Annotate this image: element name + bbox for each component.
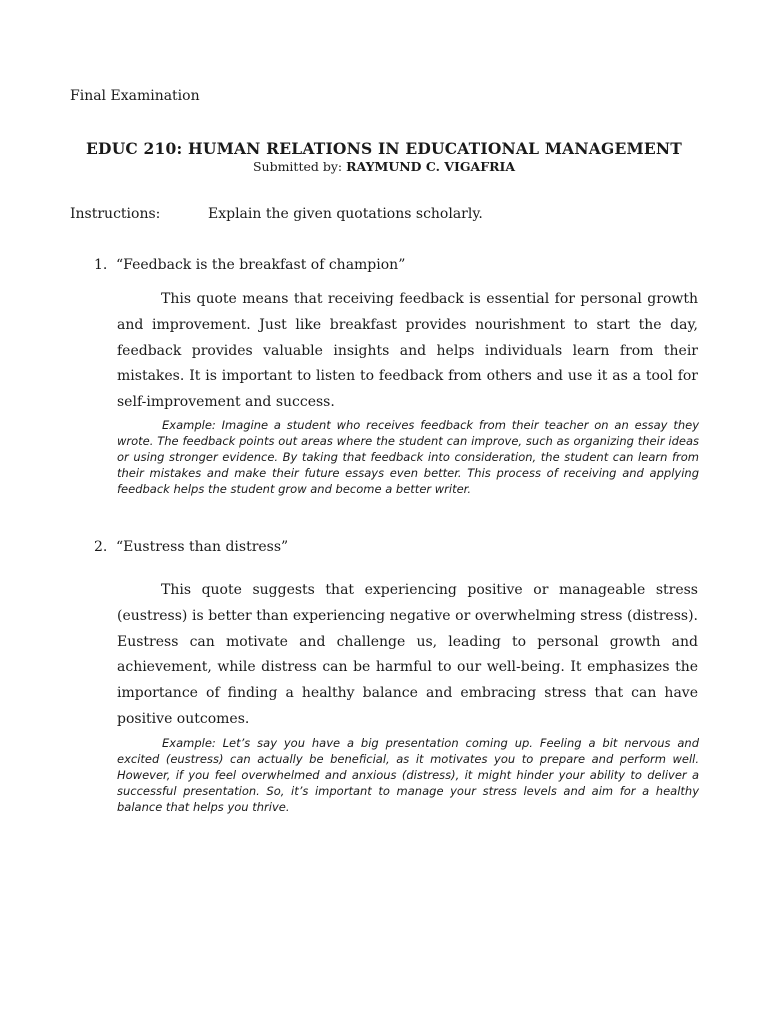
instructions-label: Instructions: bbox=[70, 206, 161, 222]
item-2-explanation: This quote suggests that experiencing positive or manageable stress (eustress) is better than experiencing negative or overwhelming stress (distress). Eustress can motivate and challenge us, leading to personal growth and achievement, while distress can be harmful to our well-being. It emphasizes the importance of finding a healthy balance and embracing stress that can have positive outcomes. bbox=[117, 582, 698, 727]
instructions-text: Explain the given quotations scholarly. bbox=[208, 206, 483, 222]
item-2-example: Example: Let’s say you have a big presentation coming up. Feeling a bit nervous and excited (eustress) can actually be beneficial, as it motivates you to prepare and perform well. However, if you feel overwhelmed and anxious (distress), it might hinder your ability to deliver a successful presentation. So, it’s important to manage your stress levels and aim for a healthy balance that helps you thrive. bbox=[117, 736, 699, 814]
submitted-by-label: Submitted by: bbox=[252, 159, 343, 174]
instructions-line bbox=[70, 206, 483, 223]
course-title: EDUC 210: HUMAN RELATIONS IN EDUCATIONAL MANAGEMENT bbox=[86, 139, 682, 158]
item-1-heading bbox=[94, 257, 405, 274]
item-1-explanation: This quote means that receiving feedback is essential for personal growth and improvement. Just like breakfast provides nourishment to start the day, feedback provides valuable insights and helps individuals learn from their mistakes. It is important to listen to feedback from others and use it as a tool for self-improvement and success. bbox=[117, 291, 698, 411]
author-name: RAYMUND C. VIGAFRIA bbox=[346, 159, 516, 174]
item-1-example: Example: Imagine a student who receives feedback from their teacher on an essay they wrote. The feedback points out areas where the student can improve, such as organizing their ideas or using stronger evidence. By taking that feedback into consideration, the student can learn from their mistakes and make their future essays even better. This process of receiving and applying feedback helps the student grow and become a better writer. bbox=[117, 418, 699, 496]
exam-label: Final Examination bbox=[70, 88, 200, 104]
item-2-number: 2. bbox=[94, 539, 108, 555]
item-1-quote: “Feedback is the breakfast of champion” bbox=[116, 257, 406, 273]
submitted-by-line bbox=[0, 159, 768, 174]
item-2-heading bbox=[94, 539, 288, 556]
item-2-quote: “Eustress than distress” bbox=[116, 539, 289, 555]
item-1-number: 1. bbox=[94, 257, 108, 273]
